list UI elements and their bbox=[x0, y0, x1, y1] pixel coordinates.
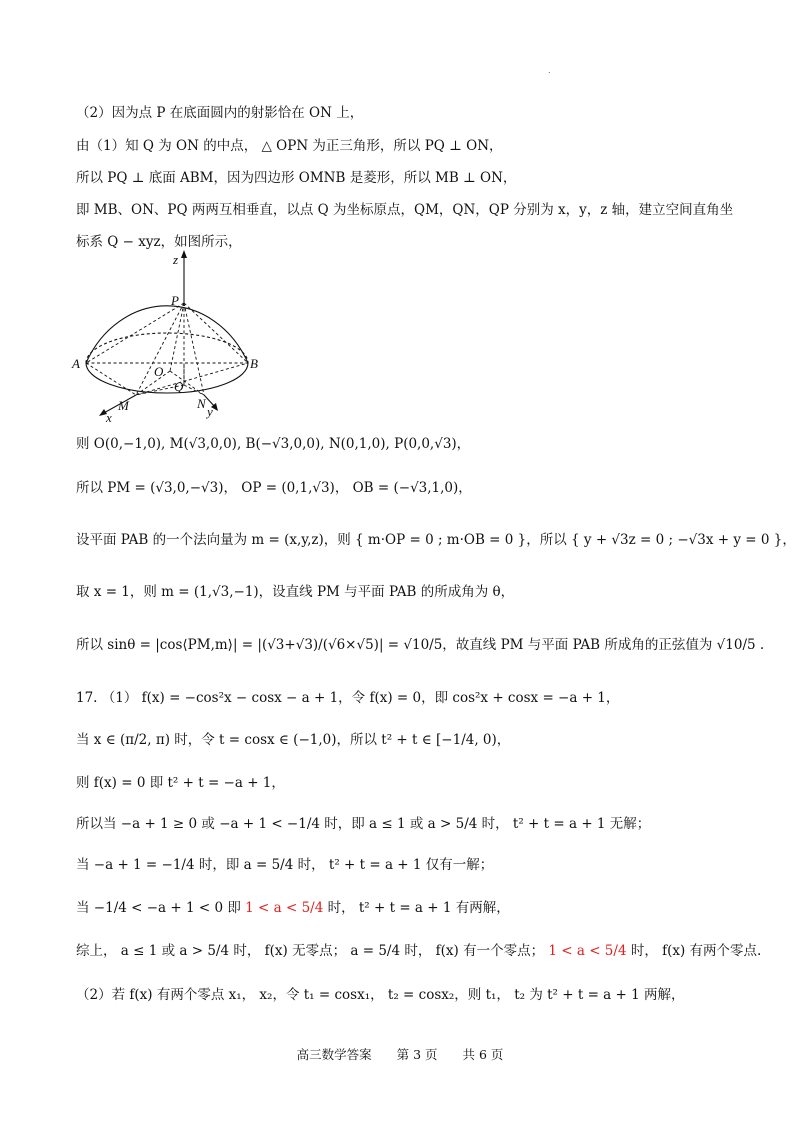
label-B: B bbox=[250, 356, 258, 371]
text-line-8: 设平面 PAB 的一个法向量为 m = (x,y,z)，则 { m·OP = 0 ; m·OB = 0 }，所以 { y + √3z = 0 ; −√3x + y = 0 }， bbox=[76, 532, 796, 548]
text-line-2: 由（1）知 Q 为 ON 的中点， △ OPN 为正三角形，所以 PQ ⊥ ON， bbox=[76, 138, 503, 154]
text-line-10: 所以 sinθ = |cos⟨PM,m⟩| = |(√3+√3)/(√6×√5)| = √10/5，故直线 PM 与平面 PAB 所成角的正弦值为 √10/5 . bbox=[76, 637, 765, 653]
text-line-3: 所以 PQ ⊥ 底面 ABM，因为四边形 OMNB 是菱形，所以 MB ⊥ ON， bbox=[76, 170, 517, 186]
line16-red-range: 1 < a < 5/4 bbox=[245, 900, 324, 916]
text-line-7: 所以 PM = (√3,0,−√3)， OP = (0,1,√3)， OB = (−√3,1,0)， bbox=[76, 480, 472, 496]
page-footer: 高三数学答案 第 3 页 共 6 页 bbox=[296, 1047, 504, 1062]
label-N: N bbox=[197, 396, 206, 411]
line16-suffix: 时， t² + t = a + 1 有两解， bbox=[323, 900, 510, 916]
line17-red-range: 1 < a < 5/4 bbox=[548, 943, 627, 959]
hemisphere-figure bbox=[66, 248, 286, 428]
text-line-1: （2）因为点 P 在底面圆内的射影恰在 ON 上， bbox=[76, 105, 364, 121]
text-line-15: 当 −a + 1 = −1/4 时，即 a = 5/4 时， t² + t = a + 1 仅有一解； bbox=[76, 857, 494, 873]
text-line-16 bbox=[76, 900, 510, 916]
text-line-6: 则 O(0,−1,0), M(√3,0,0), B(−√3,0,0), N(0,1,0), P(0,0,√3)， bbox=[76, 436, 471, 452]
label-O: O bbox=[154, 364, 164, 379]
text-line-11: 17. （1） f(x) = −cos²x − cosx − a + 1，令 f(x) = 0，即 cos²x + cosx = −a + 1， bbox=[76, 690, 620, 706]
label-Q: Q bbox=[174, 379, 184, 394]
line17-prefix: 综上， a ≤ 1 或 a > 5/4 时， f(x) 无零点； a = 5/4 时， f(x) 有一个零点； bbox=[76, 943, 549, 959]
text-line-4: 即 MB、ON、PQ 两两互相垂直，以点 Q 为坐标原点，QM，QN，QP 分别为 x，y，z 轴，建立空间直角坐 bbox=[76, 202, 734, 218]
label-z: z bbox=[173, 252, 179, 267]
text-line-12: 当 x ∈ (π/2, π) 时，令 t = cosx ∈ (−1,0)，所以 t² + t ∈ [−1/4, 0)， bbox=[76, 732, 511, 748]
label-y: y bbox=[207, 404, 213, 419]
text-line-18: （2）若 f(x) 有两个零点 x₁， x₂，令 t₁ = cosx₁， t₂ = cosx₂，则 t₁， t₂ 为 t² + t = a + 1 两解， bbox=[76, 987, 685, 1003]
text-line-9: 取 x = 1，则 m = (1,√3,−1)，设直线 PM 与平面 PAB 的所成角为 θ， bbox=[76, 584, 515, 600]
text-line-5: 标系 Q − xyz，如图所示， bbox=[76, 234, 242, 250]
label-P: P bbox=[171, 293, 179, 308]
line16-prefix: 当 −1/4 < −a + 1 < 0 即 bbox=[76, 900, 246, 916]
corner-mark: . bbox=[548, 66, 551, 75]
text-line-13: 则 f(x) = 0 即 t² + t = −a + 1， bbox=[76, 775, 285, 791]
text-line-17 bbox=[76, 943, 761, 959]
text-line-14: 所以当 −a + 1 ≥ 0 或 −a + 1 < −1/4 时，即 a ≤ 1 或 a > 5/4 时， t² + t = a + 1 无解； bbox=[76, 816, 651, 832]
label-A: A bbox=[72, 356, 80, 371]
label-M: M bbox=[118, 398, 129, 413]
line17-suffix: 时， f(x) 有两个零点. bbox=[626, 943, 762, 959]
label-x: x bbox=[106, 410, 112, 425]
